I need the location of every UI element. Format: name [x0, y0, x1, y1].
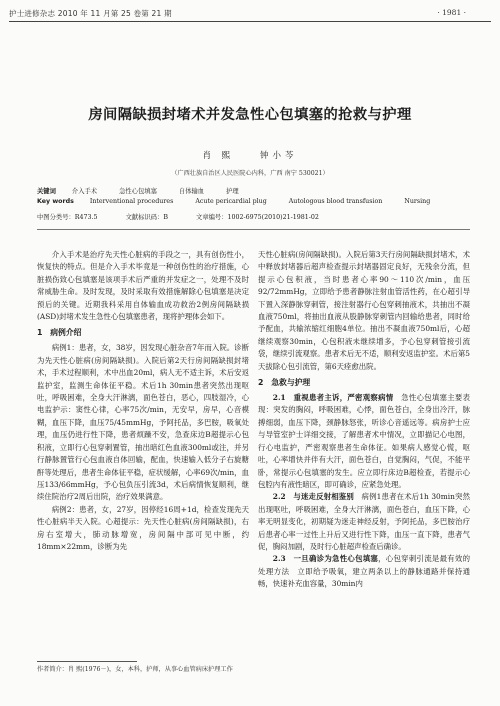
subsection-body: 急性心包填塞主要表现：突发的胸闷，呼吸困难，心悸，面色苍白，全身出冷汗，脉搏细弱，血压下降，颈静脉怒张，听诊心音遥远等。病房护士应与导管室护士详细交接，了解患者术中情况，立即描记心电图，行心电监护，严密观察患者生命体征。如果病人感觉心慌，呕吐，心率增快并伴有大汗，面色苍白，自觉胸闷，气促，不能平卧，常提示心包填塞的发生。应立即行床边B超检查，若提示心包腔内有液性暗区，即可确诊，应紧急处理。 [258, 393, 470, 489]
page-number: · 1981 · [437, 8, 466, 17]
case2-paragraph: 病例2：患者，女，27岁，因停经16周+1d，检查发现先天性心脏病半天入院。心超提示：先天性心脏病(房间隔缺损)，右房右室增大，肺动脉增宽，房间隔中部可见中断，约18mm×22mm，诊断为先 [37, 504, 249, 551]
keywords-cn [37, 186, 259, 195]
author-footnote: 作者简介：肖 熙(1976－)，女，本科，护师，从事心血管病床护理工作 [37, 666, 233, 673]
footnote-rule [37, 661, 137, 662]
header-rule [9, 21, 491, 22]
article-title: 房间隔缺损封堵术并发急性心包填塞的抢救与护理 [88, 107, 412, 123]
subsection-body: 病例1患者在术后1h 30min突然出现呕吐，呼吸困难，全身大汗淋漓，面色苍白，血压下降，心率无明显变化，初期疑为迷走神经反射，予阿托品，多巴胺治疗后患者心率一过性上升后又进行性下降，血压一直下降，患者气促，胸闷加剧，及时行心脏超声检查后确诊。 [258, 492, 470, 551]
keyword: 护理 [226, 188, 239, 195]
keyword-en: Autologous blood transfusion [288, 198, 383, 205]
case2-continued: 天性心脏病(房间隔缺损)。入院后第3天行房间隔缺损封堵术，术中释放封堵器后超声检查提示封堵器固定良好，无残余分流，但提示心包积液，当时患者心率90～110次/min，血压92/72mmHg，立即给予患者静脉注射血管活性药，在心超引导下置入深静脉穿刺管，接注射器行心包穿刺抽液术，共抽出不凝血液750ml，将抽出血液从股静脉穿刺管内回输给患者，同时给予配血，共输浓缩红细胞4单位。抽出不凝血液750ml后，心超继续观察30min，心包积液未继续增多，予心包穿刺管接引流袋，继续引流观察。患者术后无不适，顺利安返监护室。术后第5天拔除心包引流管，第6天痊愈出院。 [258, 250, 470, 371]
article-id: 文章编号：1002-6975(2010)21-1981-02 [196, 214, 319, 221]
subsection-body: ，心包穿刺引流是最有效的处理方法 立即给予吸氧，建立两条以上的静脉通路并保持通畅，快速补充血容量，30min内 [258, 554, 471, 589]
section-heading: 1 病例介绍 [37, 328, 82, 338]
case1-paragraph: 病例1：患者，女，38岁，因发现心脏杂音7年而入院。诊断为先天性心脏病(房间隔缺损)。入院后第2天行房间隔缺损封堵术，手术过程顺利，术中出血20ml，病人无不适主诉，术后安返监护室，监测生命体征平稳。术后1h 30min患者突然出现呕吐，呼吸困难，全身大汗淋漓，面色苍白，恶心，四肢湿冷，心电监护示：窦性心律，心率75次/min，无安早，房早，心音模糊，血压下降，血压75/45mmHg，予阿托品，多巴胺，吸氧处理，血压仍进行性下降，患者烦躁不安，急查床边B超提示心包积液，立即行心包穿刺置管，抽出暗红色血液300ml或注，并另行静脉置管行心包血液自体回输，配血，快速输入低分子右旋糖酐等处理后，患者生命体征平稳，症状缓解，心率69次/min，血压133/66mmHg，予心包负压引流3d，术后病情恢复顺利，继续住院治疗2周后出院，治疗效果满意。 [37, 343, 249, 502]
subsection-title: 2.1 重视患者主诉，严密观察病情 [272, 393, 394, 403]
keyword: 自体输血 [178, 188, 205, 195]
clc-number: 中图分类号：R473.5 [37, 214, 98, 221]
keywords-en-label: Key words [37, 198, 74, 205]
section-heading: 2 急救与护理 [258, 378, 311, 388]
journal-header: 护士进修杂志 2010 年 11 月第 25 卷第 21 期 [9, 9, 172, 18]
keyword-en: Interventional procedures [89, 198, 174, 205]
keyword: 急性心包填塞 [119, 188, 157, 195]
authors: 肖 熙 钟小芩 [202, 151, 298, 161]
subsection-title: 2.2 与迷走反射相鉴别 [272, 492, 354, 502]
affiliation: （广西壮族自治区人民医院心内科，广西 南宁 530021） [171, 170, 329, 177]
keyword: 介入手术 [71, 188, 98, 195]
intro-paragraph: 介入手术是治疗先天性心脏病的手段之一，具有创伤性小，恢复快的特点。但是介入手术毕竟是一种创伤性的治疗措施，心脏损伤致心包填塞是该项手术后严重的并发症之一，处理不及时常威胁生命。及时发现，及时采取有效措施解除心包填塞是决定预后的关键。近期我科采用自体输血成功救治2例房间隔缺损(ASD)封堵术发生急性心包填塞患者，现将护理体会如下。 [37, 250, 249, 322]
keyword-en: Acute pericardial plug [195, 198, 267, 205]
keywords-cn-label: 关键词 [37, 188, 56, 195]
left-column [37, 249, 249, 553]
classification-line [37, 212, 345, 221]
right-column [258, 249, 470, 591]
meta-rule [37, 229, 470, 230]
subsection-title: 2.3 一旦确诊为急性心包填塞 [272, 554, 379, 564]
keywords-en [37, 198, 450, 205]
document-code: 文献标识码：B [125, 214, 168, 221]
keyword-en: Nursing [404, 198, 431, 205]
